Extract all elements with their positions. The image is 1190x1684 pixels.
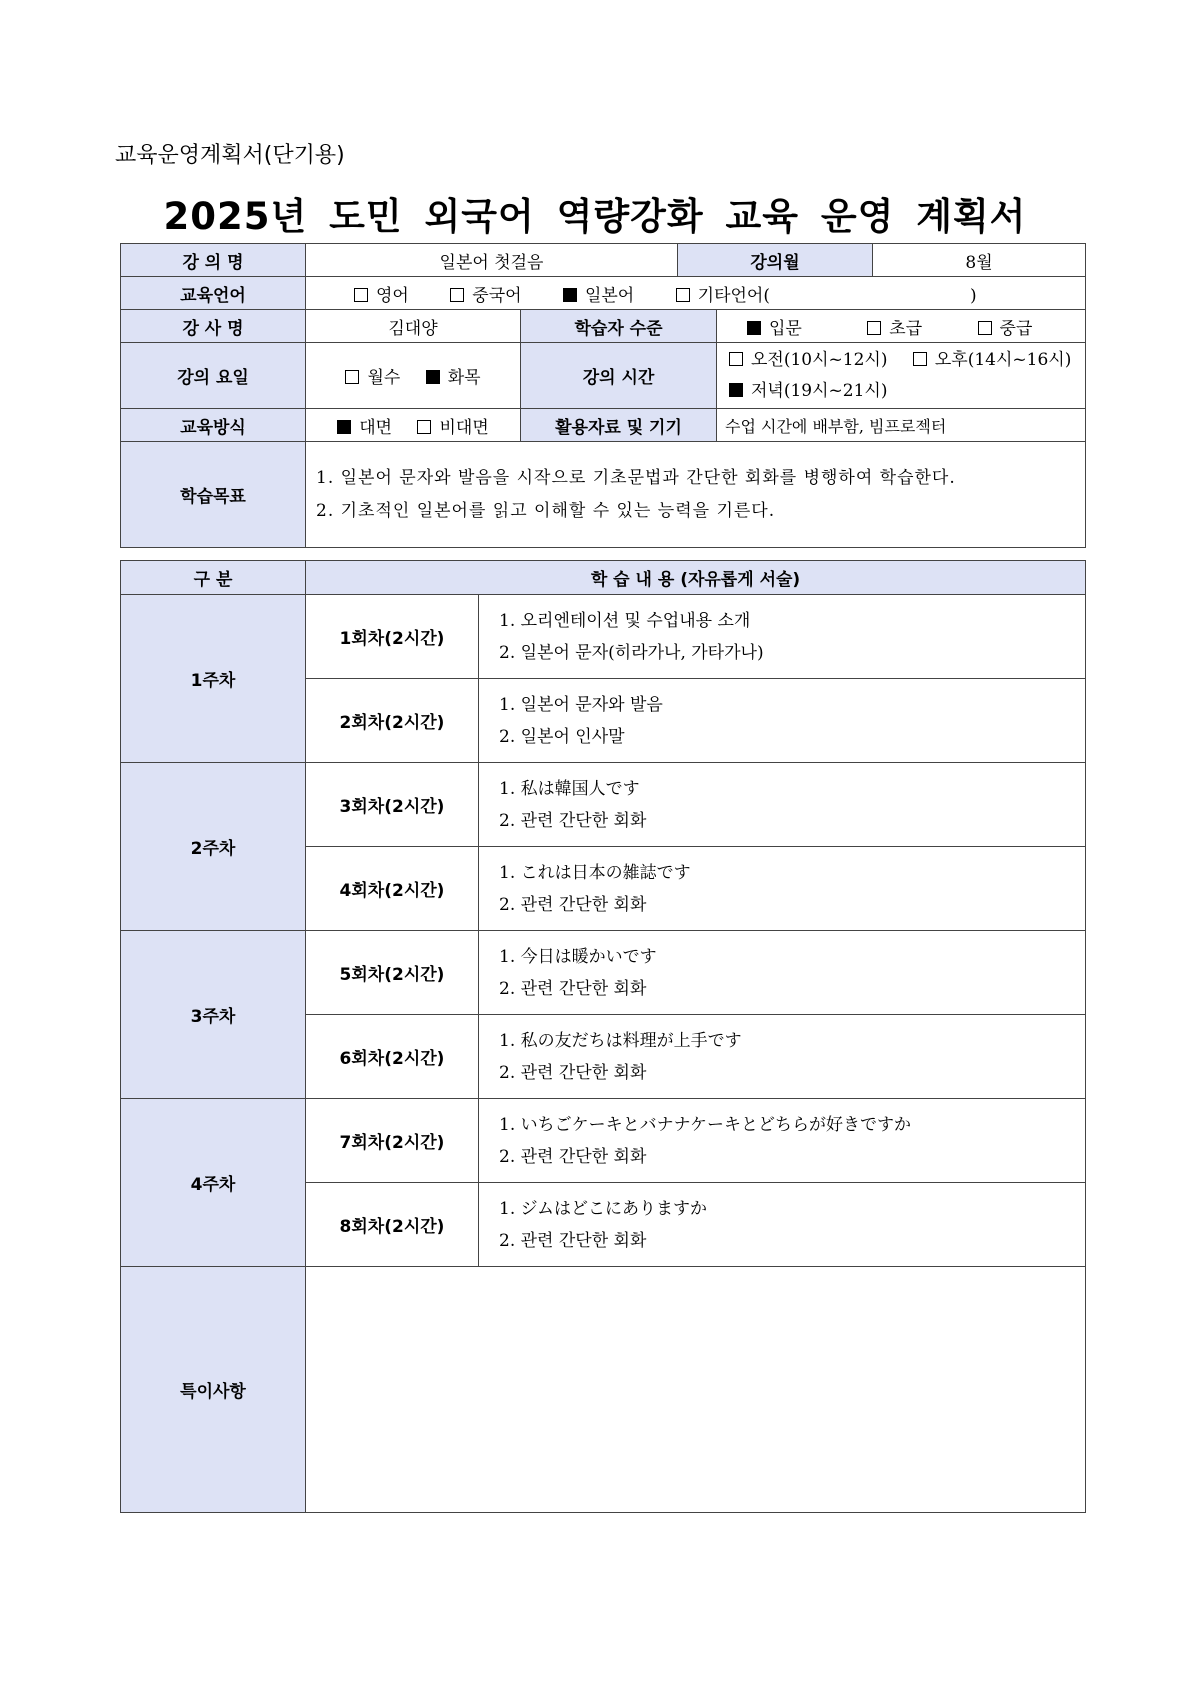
session-content [479,679,1086,763]
document-label: 교육운영계획서(단기용) [115,143,345,168]
content-item: 2. 관련 간단한 회화 [499,810,647,831]
week-label: 3주차 [121,931,306,1099]
course-month-label: 강의월 [678,244,873,277]
level-option-label: 중급 [999,318,1033,339]
time-label: 강의 시간 [521,343,717,409]
checkbox-filled-icon[interactable] [729,383,743,397]
session-content [479,1015,1086,1099]
content-item: 2. 관련 간단한 회화 [499,978,647,999]
days-option-tue-thu[interactable] [426,363,481,388]
session-label: 8회차(2시간) [306,1183,479,1267]
content-item: 1. これは日本の雑誌です [499,862,691,883]
method-option-in-person[interactable] [337,413,392,438]
content-item: 2. 일본어 문자(히라가나, 가타가나) [499,642,764,663]
level-option-beginner[interactable] [867,314,922,339]
time-option-morning[interactable] [729,350,887,370]
content-item: 1. 私は韓国人です [499,778,640,799]
course-info-table [120,243,1086,548]
checkbox-filled-icon[interactable] [426,370,440,384]
course-month-value: 8월 [873,244,1086,277]
content-item: 1. いちごケーキとバナナケーキとどちらが好きですか [499,1114,911,1135]
method-option-label: 비대면 [439,417,489,438]
checkbox-empty-icon[interactable] [913,352,927,366]
checkbox-empty-icon[interactable] [354,288,368,302]
session-label: 3회차(2시간) [306,763,479,847]
content-item: 1. ジムはどこにありますか [499,1198,707,1219]
checkbox-empty-icon[interactable] [450,288,464,302]
goal-label: 학습목표 [121,442,306,548]
checkbox-empty-icon[interactable] [978,321,992,335]
level-options [717,310,1086,343]
session-label: 2회차(2시간) [306,679,479,763]
level-option-intermediate[interactable] [978,314,1033,339]
time-options [717,343,1086,409]
session-label: 5회차(2시간) [306,931,479,1015]
content-item: 2. 관련 간단한 회화 [499,1146,647,1167]
language-option-label: 영어 [376,285,409,306]
method-option-online[interactable] [417,413,488,438]
checkbox-filled-icon[interactable] [747,321,761,335]
content-item: 1. 私の友だちは料理が上手です [499,1030,742,1051]
checkbox-filled-icon[interactable] [563,288,577,302]
session-content [479,1099,1086,1183]
language-option-japanese[interactable] [563,281,634,306]
level-label: 학습자 수준 [521,310,717,343]
time-option-label: 오전(10시~12시) [751,349,888,370]
language-label: 교육언어 [121,277,306,310]
session-label: 7회차(2시간) [306,1099,479,1183]
course-name-label: 강 의 명 [121,244,306,277]
content-header: 학 습 내 용 (자유롭게 서술) [306,561,1086,595]
language-option-chinese[interactable] [450,281,521,306]
week-label: 1주차 [121,595,306,763]
other-language-close: ) [969,285,977,306]
content-item: 1. 일본어 문자와 발음 [499,694,663,715]
checkbox-empty-icon[interactable] [676,288,690,302]
level-option-intro[interactable] [747,314,802,339]
session-content [479,931,1086,1015]
session-content [479,847,1086,931]
session-label: 1회차(2시간) [306,595,479,679]
content-item: 1. 오리엔테이션 및 수업내용 소개 [499,610,751,631]
content-item: 2. 일본어 인사말 [499,726,625,747]
checkbox-empty-icon[interactable] [867,321,881,335]
level-option-label: 초급 [889,318,923,339]
days-option-mon-wed[interactable] [345,363,400,388]
method-option-label: 대면 [359,417,393,438]
checkbox-empty-icon[interactable] [729,352,743,366]
days-option-label: 화목 [447,368,481,388]
language-option-label: 기타언어( [697,285,770,306]
time-option-label: 오후(14시~16시) [934,349,1072,370]
days-options [306,343,521,409]
session-content [479,763,1086,847]
document-title: 2025년 도민 외국어 역량강화 교육 운영 계획서 [163,195,1027,238]
materials-label: 활용자료 및 기기 [521,409,717,442]
week-label: 2주차 [121,763,306,931]
notes-label: 특이사항 [121,1267,306,1513]
course-name-value: 일본어 첫걸음 [306,244,678,277]
content-item: 2. 관련 간단한 회화 [499,1230,647,1251]
language-options [306,277,1086,310]
method-label: 교육방식 [121,409,306,442]
session-label: 6회차(2시간) [306,1015,479,1099]
materials-value: 수업 시간에 배부함, 빔프로젝터 [717,409,1086,442]
notes-content[interactable] [306,1267,1086,1513]
content-item: 1. 今日は暖かいです [499,946,657,967]
week-label: 4주차 [121,1099,306,1267]
goal-content [306,442,1086,548]
division-header: 구 분 [121,561,306,595]
content-item: 2. 관련 간단한 회화 [499,894,647,915]
instructor-label: 강 사 명 [121,310,306,343]
days-option-label: 월수 [367,368,401,388]
language-option-label: 일본어 [584,285,635,306]
method-options [306,409,521,442]
checkbox-empty-icon[interactable] [417,420,431,434]
goal-line: 2. 기초적인 일본어를 읽고 이해할 수 있는 능력을 기른다. [316,500,776,521]
days-label: 강의 요일 [121,343,306,409]
session-content [479,595,1086,679]
content-item: 2. 관련 간단한 회화 [499,1062,647,1083]
language-option-english[interactable] [354,281,409,306]
language-option-label: 중국어 [472,285,522,306]
schedule-table [120,560,1086,1513]
checkbox-empty-icon[interactable] [345,370,359,384]
session-content [479,1183,1086,1267]
checkbox-filled-icon[interactable] [337,420,351,434]
language-option-other[interactable] [676,281,977,306]
goal-line: 1. 일본어 문자와 발음을 시작으로 기초문법과 간단한 회화를 병행하여 학습한다. [316,467,956,488]
instructor-value: 김대양 [306,310,521,343]
session-label: 4회차(2시간) [306,847,479,931]
level-option-label: 입문 [769,318,802,339]
time-option-label: 저녁(19시~21시) [751,380,888,401]
time-option-afternoon[interactable] [913,350,1071,370]
time-option-evening[interactable] [729,381,887,401]
